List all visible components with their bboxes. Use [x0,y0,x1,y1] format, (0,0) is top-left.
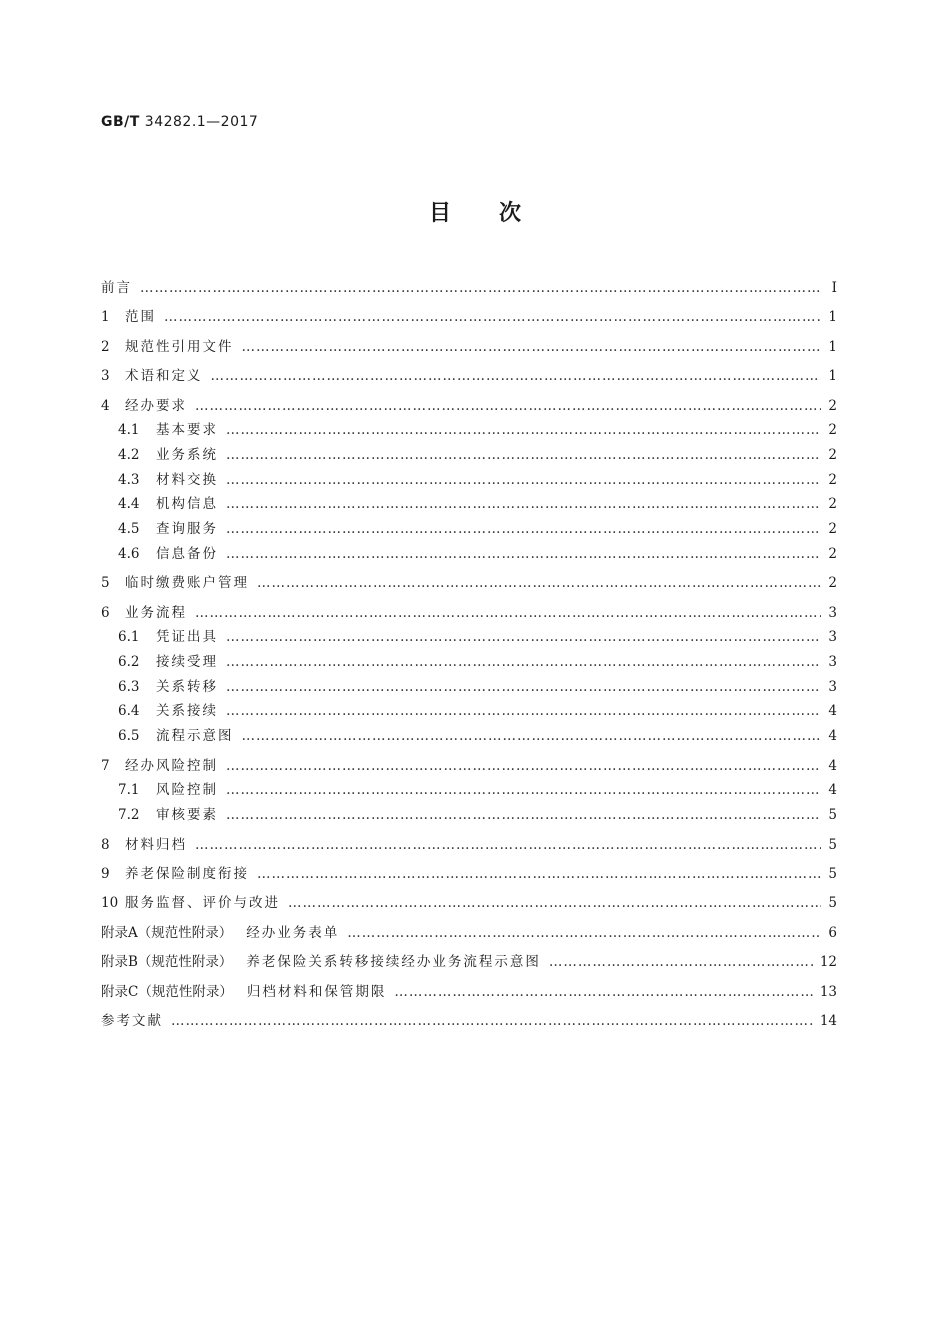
toc-entry-number: 7.1 [118,782,140,799]
toc-leader-dots [211,368,822,384]
toc-entry-page: 3 [828,654,837,671]
toc-entry[interactable] [101,670,837,695]
toc-leader-dots [171,1013,814,1029]
toc-entry-page: 5 [828,895,837,912]
toc-leader-dots [226,546,821,562]
toc-entry-label: 术语和定义 [125,368,203,385]
toc-entry-page: 12 [819,954,837,971]
toc-entry-label: 凭证出具 [156,629,218,646]
toc-leader-dots [242,339,822,355]
toc-entry-page: 2 [828,471,837,488]
toc-leader-dots [226,703,821,719]
page-title: 目次 [428,201,569,226]
toc-entry-number: 6.1 [118,629,140,646]
toc-entry-label: 养老保险制度衔接 [125,865,249,882]
toc-entry-page: 2 [828,575,837,592]
toc-entry[interactable] [101,359,837,384]
toc-entry-label: 材料归档 [125,836,187,853]
standard-number: 34282.1—2017 [144,114,259,130]
toc-leader-dots [288,895,821,911]
toc-entry[interactable] [101,645,837,670]
toc-leader-dots [140,280,821,296]
toc-entry-label: 业务系统 [156,447,218,463]
toc-leader-dots [257,866,821,882]
toc-entry-label: 关系转移 [156,678,218,695]
toc-entry-page: 2 [828,447,837,463]
toc-entry[interactable] [101,300,837,325]
toc-entry-number: 4.5 [118,521,140,538]
table-of-contents [101,271,837,1029]
toc-entry-label: 业务流程 [125,604,187,621]
toc-entry-number: 5 [101,575,110,592]
toc-entry[interactable] [101,975,837,1000]
toc-leader-dots [226,654,821,670]
toc-entry-page: 4 [828,757,837,774]
toc-leader-dots [226,782,821,798]
toc-entry-page: 4 [828,728,837,745]
toc-entry[interactable] [101,463,837,488]
toc-entry[interactable] [101,749,837,774]
toc-entry[interactable] [101,596,837,621]
toc-leader-dots [226,472,821,488]
toc-leader-dots [226,447,821,463]
toc-entry-label: 流程示意图 [156,728,234,745]
toc-entry-page: 4 [828,703,837,720]
toc-entry-number: 6 [101,604,110,621]
toc-entry-number: 6.5 [118,728,140,745]
toc-entry[interactable] [101,537,837,562]
toc-entry-page: 4 [828,782,837,799]
toc-entry-number: 10 [101,895,119,912]
toc-entry[interactable] [101,774,837,799]
toc-entry-page: Ⅰ [831,279,837,296]
toc-entry[interactable] [101,1005,837,1030]
toc-entry-label: 归档材料和保管期限 [246,983,387,1000]
toc-entry-number: 4.6 [118,545,140,562]
toc-entry-label: 前言 [101,279,132,296]
toc-entry[interactable] [101,621,837,646]
toc-entry-page: 2 [828,545,837,562]
toc-leader-dots [195,398,821,414]
toc-entry-page: 1 [828,338,837,355]
toc-entry-page: 2 [828,496,837,513]
toc-entry-page: 1 [828,309,837,326]
toc-entry-number: 7.2 [118,807,140,824]
toc-leader-dots [394,984,813,1000]
toc-entry[interactable] [101,719,837,744]
toc-entry-label: 经办业务表单 [246,924,340,941]
toc-leader-dots [226,629,821,645]
toc-entry[interactable] [101,857,837,882]
toc-entry-label: 基本要求 [156,422,218,439]
toc-entry-number: 6.4 [118,703,140,720]
toc-entry-number: 4.1 [118,422,140,439]
standard-prefix: GB/T [101,114,140,130]
toc-entry-label: 机构信息 [156,496,218,513]
toc-entry-page: 1 [828,368,837,385]
toc-entry[interactable] [101,414,837,439]
toc-entry-label: 关系接续 [156,703,218,720]
toc-entry[interactable] [101,488,837,513]
toc-entry[interactable] [101,271,837,296]
toc-entry-number: 附录A（规范性附录） [101,924,233,941]
toc-entry[interactable] [101,798,837,823]
toc-entry-page: 3 [828,604,837,621]
toc-leader-dots [242,728,822,744]
toc-entry-page: 5 [828,865,837,882]
toc-entry-page: 2 [828,521,837,538]
toc-entry-number: 4 [101,397,110,414]
toc-leader-dots [226,422,821,438]
toc-entry[interactable] [101,438,837,463]
toc-entry-number: 3 [101,368,110,385]
toc-entry-label: 材料交换 [156,471,218,488]
toc-entry[interactable] [101,695,837,720]
toc-entry-number: 1 [101,309,110,326]
toc-entry-number: 7 [101,757,110,774]
toc-entry-label: 参考文献 [101,1013,163,1030]
toc-entry[interactable] [101,389,837,414]
toc-entry-page: 2 [828,422,837,439]
toc-entry-page: 5 [828,836,837,853]
toc-entry-label: 接续受理 [156,654,218,671]
toc-entry[interactable] [101,828,837,853]
toc-leader-dots [347,925,821,941]
toc-entry-number: 附录C（规范性附录） [101,983,233,1000]
toc-entry-number: 2 [101,338,110,355]
toc-entry-page: 2 [828,397,837,414]
toc-leader-dots [226,807,821,823]
toc-leader-dots [226,758,821,774]
toc-entry-label: 信息备份 [156,545,218,562]
toc-entry-label: 养老保险关系转移接续经办业务流程示意图 [246,954,541,971]
toc-entry-label: 风险控制 [156,782,218,799]
toc-entry-label: 经办风险控制 [125,757,218,774]
toc-leader-dots [195,605,821,621]
toc-leader-dots [195,837,821,853]
toc-leader-dots [226,496,821,512]
toc-entry-number: 4.4 [118,496,140,513]
toc-entry-number: 6.3 [118,678,140,695]
toc-entry[interactable] [101,512,837,537]
toc-entry-number: 9 [101,865,110,882]
toc-entry-number: 4.3 [118,471,140,488]
toc-leader-dots [549,954,814,970]
toc-leader-dots [226,521,821,537]
toc-entry[interactable] [101,916,837,941]
toc-leader-dots [257,575,821,591]
toc-leader-dots [164,309,821,325]
toc-entry-number: 8 [101,836,110,853]
toc-entry-number: 6.2 [118,654,140,671]
toc-entry-page: 13 [819,983,837,1000]
toc-entry-page: 3 [828,629,837,646]
toc-entry-page: 3 [828,678,837,695]
toc-entry-label: 范围 [125,309,156,326]
toc-entry-label: 规范性引用文件 [125,338,234,355]
toc-entry[interactable] [101,887,837,912]
toc-entry-label: 临时缴费账户管理 [125,575,249,592]
toc-entry-number: 附录B（规范性附录） [101,954,233,971]
toc-leader-dots [226,679,821,695]
toc-entry[interactable] [101,330,837,355]
toc-entry-label: 服务监督、评价与改进 [125,895,280,912]
toc-entry-page: 14 [819,1013,837,1030]
toc-entry-label: 经办要求 [125,397,187,414]
toc-entry-label: 查询服务 [156,521,218,538]
toc-entry-page: 5 [828,807,837,824]
toc-entry-page: 6 [828,924,837,941]
toc-entry-label: 审核要素 [156,807,218,824]
toc-entry-number: 4.2 [118,447,140,463]
standard-code [101,114,258,130]
toc-entry[interactable] [101,946,837,971]
toc-entry[interactable] [101,567,837,592]
